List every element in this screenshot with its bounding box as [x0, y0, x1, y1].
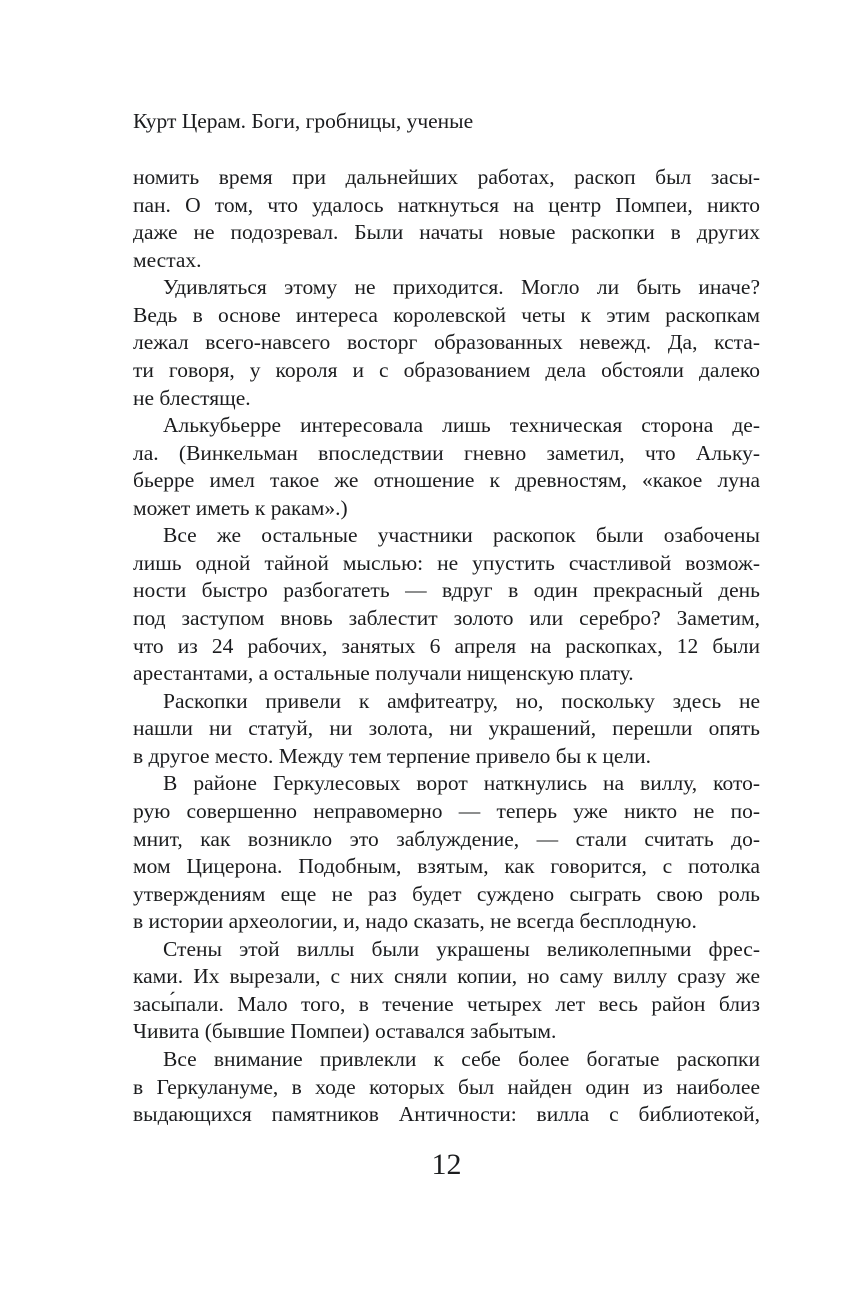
text-line: выдающихся памятников Античности: вилла с библиотекой, — [133, 1102, 760, 1127]
text-line: арестантами, а остальные получали нищенскую плату. — [133, 661, 634, 686]
text-line: ности быстро разбогатеть — вдруг в один прекрасный день — [133, 578, 760, 603]
paragraph — [133, 522, 760, 687]
text-line: В районе Геркулесовых ворот наткнулись на виллу, кото- — [163, 771, 760, 796]
text-line: Все же остальные участники раскопок были озабочены — [163, 523, 760, 548]
text-line: утверждениям еще не раз будет суждено сыграть свою роль — [133, 881, 760, 906]
text-line: ти говоря, у короля и с образованием дела обстояли далеко — [133, 357, 760, 382]
text-line: Алькубьерре интересовала лишь техническая сторона де- — [163, 413, 760, 438]
text-line: Ведь в основе интереса королевской четы к этим раскопкам — [133, 302, 760, 327]
text-line: рую совершенно неправомерно — теперь уже никто не по- — [133, 798, 760, 823]
paragraph — [133, 770, 760, 935]
text-line: пан. О том, что удалось наткнуться на центр Помпеи, никто — [133, 192, 760, 217]
text-line: в истории археологии, и, надо сказать, не всегда бесплодную. — [133, 909, 697, 934]
text-block — [133, 164, 760, 1129]
text-line: Все внимание привлекли к себе более богатые раскопки — [163, 1047, 760, 1071]
text-line: засы́пали. Мало того, в течение четырех лет весь район близ — [133, 991, 760, 1016]
text-line: местах. — [133, 247, 202, 272]
paragraph — [133, 164, 760, 274]
paragraph — [133, 688, 760, 771]
text-line: даже не подозревал. Были начаты новые раскопки в других — [133, 220, 760, 245]
text-line: номить время при дальнейших работах, раскоп был засы- — [133, 165, 760, 189]
text-line: может иметь к ракам».) — [133, 495, 348, 520]
text-line: не блестяще. — [133, 385, 251, 410]
text-line: ками. Их вырезали, с них сняли копии, но саму виллу сразу же — [133, 964, 760, 989]
paragraph — [133, 274, 760, 412]
text-line: ла. (Винкельман впоследствии гневно заметил, что Альку- — [133, 440, 760, 465]
text-line: Раскопки привели к амфитеатру, но, поскольку здесь не — [163, 688, 760, 713]
text-line: мнит, как возникло это заблуждение, — стали считать до- — [133, 826, 760, 851]
text-line: лишь одной тайной мыслью: не упустить счастливой возмож- — [133, 550, 760, 575]
paragraph — [133, 1046, 760, 1129]
text-line: Удивляться этому не приходится. Могло ли быть иначе? — [163, 275, 760, 300]
text-line: что из 24 рабочих, занятых 6 апреля на раскопках, 12 были — [133, 633, 760, 658]
text-line: в Геркулануме, в ходе которых был найден один из наиболее — [133, 1074, 760, 1099]
text-line: мом Цицерона. Подобным, взятым, как говорится, с потолка — [133, 854, 760, 879]
page-number: 12 — [431, 1148, 462, 1181]
paragraph — [133, 936, 760, 1046]
text-line: в другое место. Между тем терпение привело бы к цели. — [133, 743, 652, 768]
text-line: лежал всего-навсего восторг образованных невежд. Да, кста- — [133, 330, 760, 355]
text-line: Чивита (бывшие Помпеи) оставался забытым. — [133, 1019, 557, 1044]
text-line: Стены этой виллы были украшены великолепными фрес- — [163, 936, 760, 961]
running-header: Курт Церам. Боги, гробницы, ученые — [133, 109, 474, 133]
text-line: под заступом вновь заблестит золото или серебро? Заметим, — [133, 606, 760, 630]
text-line: бьерре имел такое же отношение к древностям, «какое луна — [133, 468, 760, 493]
text-line: нашли ни статуй, ни золота, ни украшений, перешли опять — [133, 716, 760, 741]
paragraph — [133, 412, 760, 522]
